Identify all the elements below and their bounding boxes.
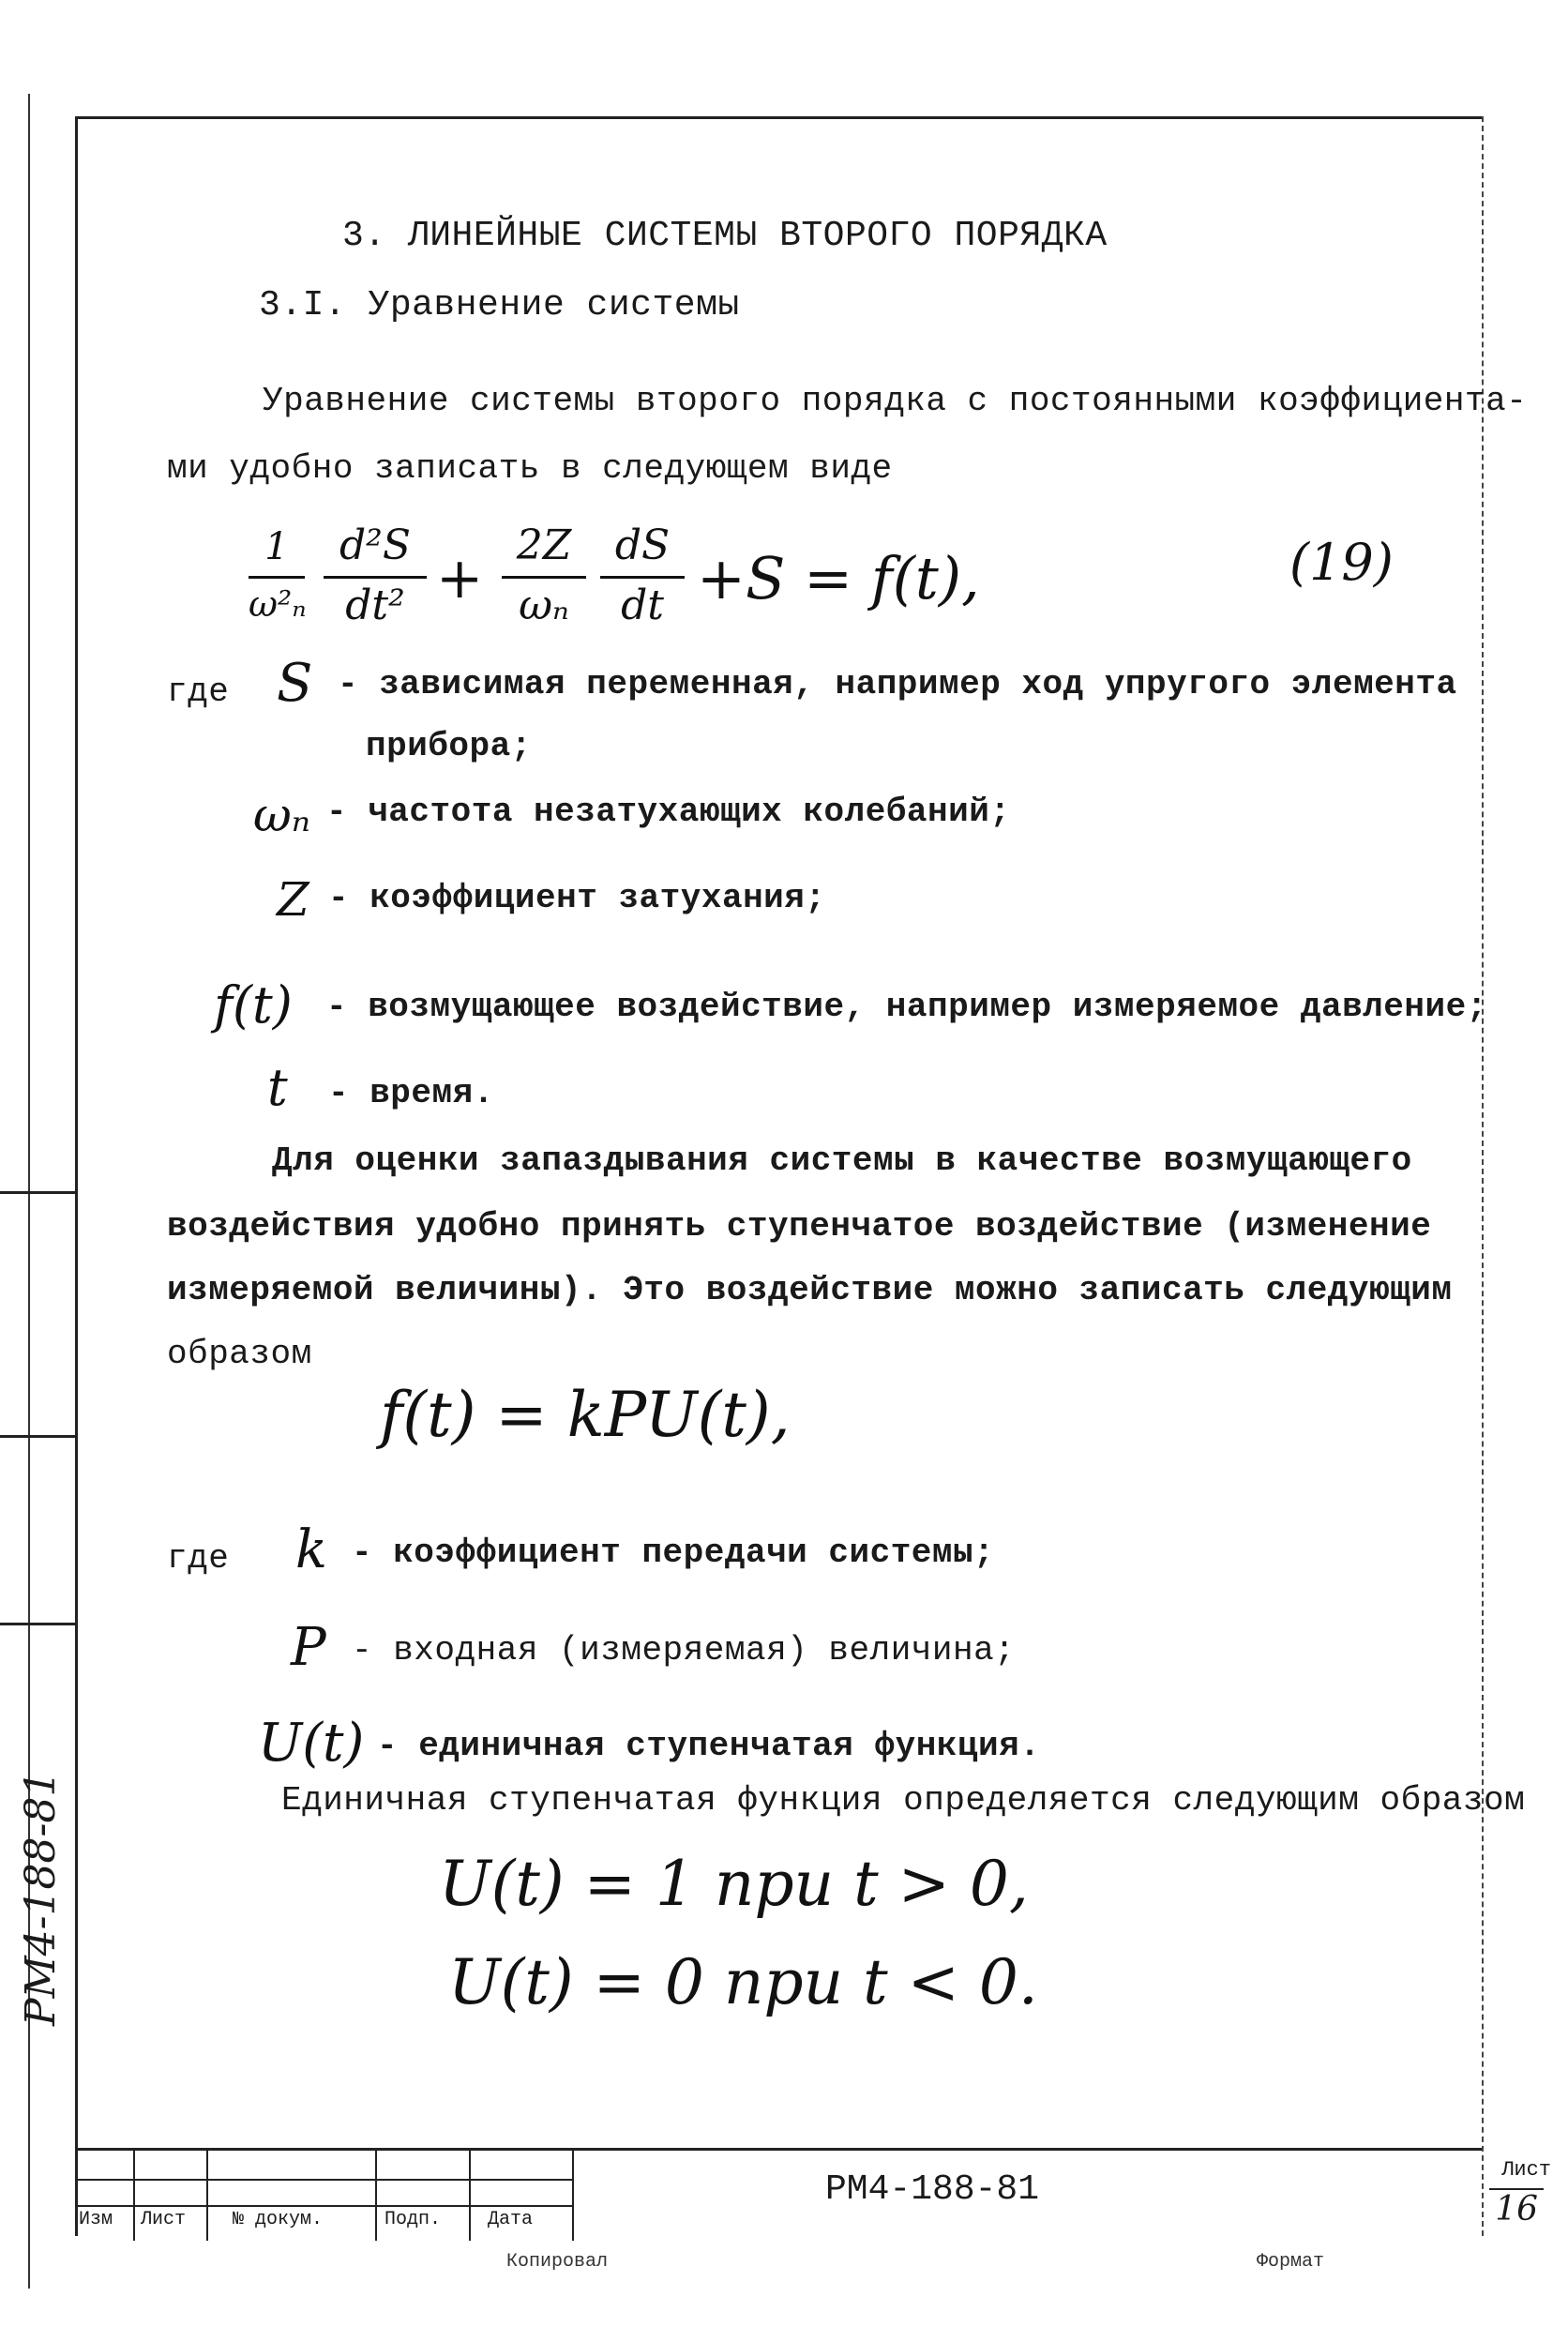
- binding-tick: [0, 1623, 75, 1625]
- equation-u-positive: U(t) = 1 при t > 0,: [439, 1848, 1029, 1920]
- paragraph-line: измеряемой величины). Это воздействие можно записать следующим: [167, 1271, 1453, 1309]
- eq-rest: +S = f(t),: [697, 544, 980, 612]
- stamp-col-line: [572, 2151, 574, 2241]
- fraction-bar: [502, 576, 586, 579]
- equation-u-negative: U(t) = 0 при t < 0.: [448, 1946, 1038, 2018]
- eq-frac-denominator: ω²ₙ: [249, 583, 307, 625]
- footer-format: Формат: [1257, 2251, 1325, 2273]
- def-text: - зависимая переменная, например ход упругого элемента: [338, 665, 1457, 703]
- binding-tick: [0, 1191, 75, 1194]
- def-text: - время.: [328, 1074, 494, 1112]
- equation-number: (19): [1289, 533, 1394, 592]
- stamp-row-line: [75, 2205, 572, 2207]
- fraction-bar: [600, 576, 685, 579]
- document-code: РМ4-188-81: [825, 2169, 1040, 2210]
- def-text: - коэффициент затухания;: [328, 879, 826, 917]
- eq-frac-numerator: d²S: [339, 521, 411, 569]
- sheet-number: 16: [1489, 2188, 1544, 2229]
- sheet-box: [1388, 2151, 1557, 2241]
- paragraph-line: Для оценки запаздывания системы в качестве возмущающего: [272, 1141, 1412, 1180]
- footer-copied-by: Копировал: [506, 2251, 609, 2273]
- stamp-label: Дата: [488, 2209, 534, 2230]
- title-block: [75, 2148, 1551, 2241]
- sheet-label: Лист: [1501, 2158, 1551, 2182]
- paragraph-line: образом: [167, 1335, 312, 1373]
- def-text: - входная (измеряемая) величина;: [352, 1631, 1016, 1670]
- section-title: 3. ЛИНЕЙНЫЕ СИСТЕМЫ ВТОРОГО ПОРЯДКА: [342, 216, 1108, 256]
- def-text: - единичная ступенчатая функция.: [377, 1727, 1041, 1765]
- side-handwritten-note: РМ4-188-81: [17, 1770, 65, 2026]
- eq-frac-numerator: 2Z: [516, 521, 572, 569]
- frame-right-border: [1482, 116, 1484, 2236]
- eq-frac-denominator: ωₙ: [519, 582, 569, 629]
- def-symbol: Z: [277, 872, 309, 927]
- def-text: прибора;: [366, 727, 532, 765]
- stamp-label: № докум.: [233, 2209, 324, 2230]
- def-text: - частота незатухающих колебаний;: [326, 793, 1011, 831]
- def-symbol: f(t): [214, 975, 293, 1035]
- stamp-label: Изм: [79, 2209, 113, 2230]
- paragraph-line: воздействия удобно принять ступенчатое воздействие (изменение: [167, 1207, 1432, 1246]
- def-symbol: t: [267, 1058, 288, 1117]
- subsection-title: 3.I. Уравнение системы: [259, 285, 740, 325]
- stamp-col-line: [206, 2151, 208, 2241]
- frame-top-border: [75, 116, 1482, 119]
- def-symbol: P: [291, 1617, 326, 1678]
- fraction-bar: [324, 576, 427, 579]
- frame-left-border: [75, 116, 78, 2236]
- eq-frac-numerator: dS: [614, 521, 671, 569]
- def-text: - возмущающее воздействие, например измеряемое давление;: [326, 988, 1487, 1026]
- fraction-bar: [249, 576, 305, 579]
- where-label: где: [167, 1539, 230, 1578]
- stamp-row-line: [75, 2179, 572, 2181]
- eq-plus: +: [436, 546, 484, 612]
- eq-frac-denominator: dt²: [345, 582, 405, 629]
- binding-tick: [0, 1435, 75, 1438]
- stamp-label: Подп.: [384, 2209, 442, 2230]
- paragraph-line: Уравнение системы второго порядка с постоянными коэффициента-: [263, 382, 1528, 420]
- eq-frac-denominator: dt: [621, 582, 664, 629]
- stamp-col-line: [133, 2151, 135, 2241]
- stamp-col-line: [469, 2151, 471, 2241]
- stamp-label: Лист: [141, 2209, 187, 2230]
- def-text: - коэффициент передачи системы;: [352, 1534, 995, 1572]
- def-symbol: k: [295, 1519, 327, 1580]
- paragraph-line: ми удобно записать в следующем виде: [167, 449, 893, 488]
- def-symbol: S: [277, 653, 313, 714]
- def-symbol: ωₙ: [253, 788, 311, 842]
- eq-frac-numerator: 1: [264, 525, 289, 568]
- paragraph-line: Единичная ступенчатая функция определяется следующим образом: [281, 1781, 1526, 1820]
- equation-19: [249, 521, 1468, 647]
- equation-step: f(t) = kPU(t),: [380, 1379, 791, 1451]
- stamp-col-line: [375, 2151, 377, 2241]
- def-symbol: U(t): [258, 1713, 365, 1774]
- where-label: где: [167, 672, 230, 711]
